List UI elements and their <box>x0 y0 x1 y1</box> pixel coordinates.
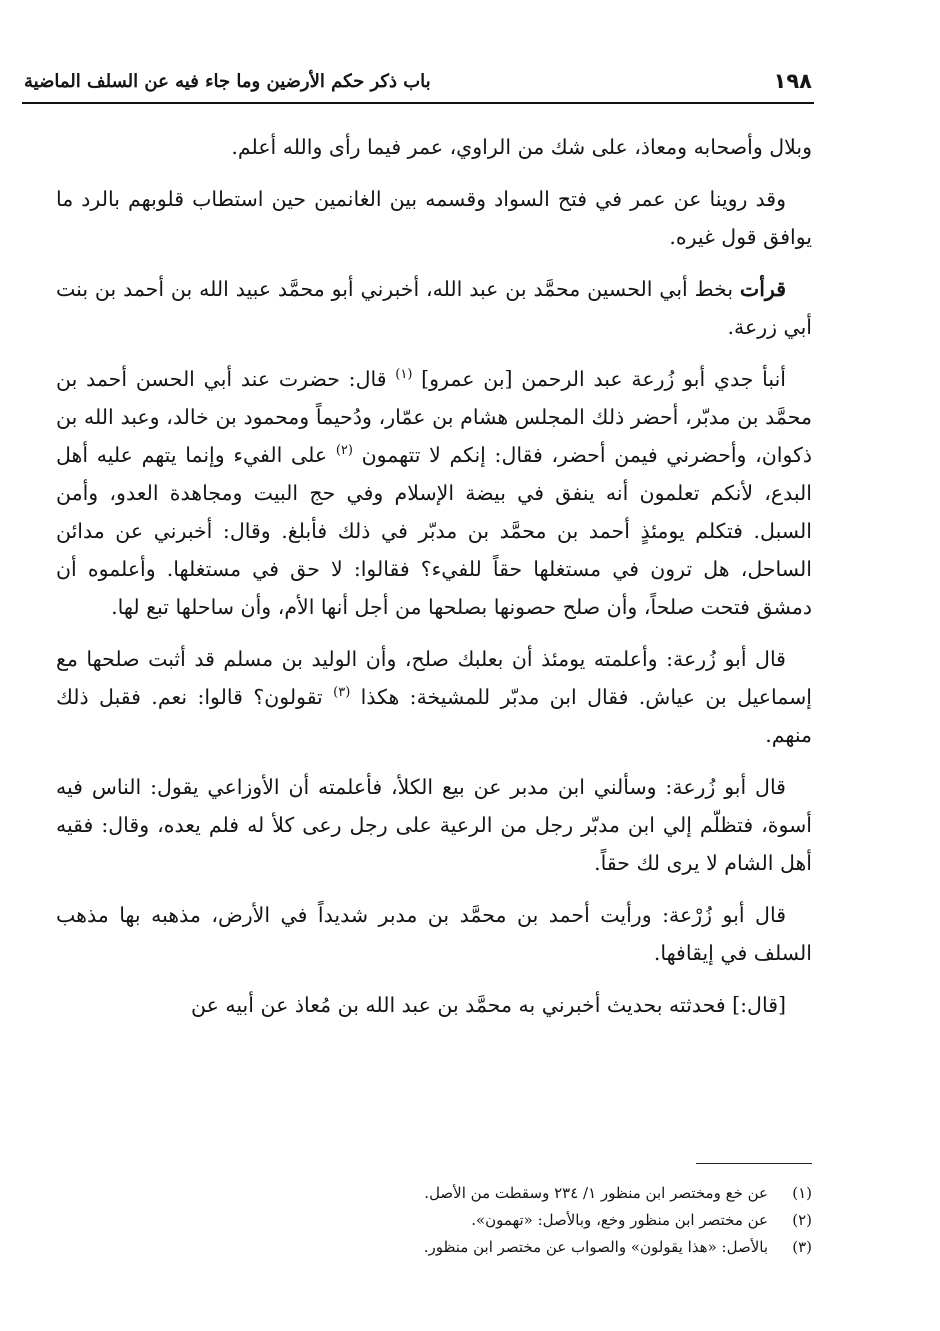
footnote-ref-1[interactable]: (١) <box>395 367 413 383</box>
paragraph-3-text: بخط أبي الحسين محمَّد بن عبد الله، أخبرني أبو محمَّد عبيد الله بن أحمد بن بنت أبي زرعة. <box>56 277 812 339</box>
main-text <box>56 128 812 1038</box>
paragraph-1: وبلال وأصحابه ومعاذ، على شك من الراوي، عمر فيما رأى والله أعلم. <box>231 135 812 159</box>
footnote-item <box>56 1180 812 1207</box>
paragraph-5-text-a: قال أبو زُرعة: وأعلمته يومئذ أن بعلبك صلح، وأن الوليد بن مسلم قد أثبت صلحها مع إسماعيل بن عياش. فقال ابن مدبّر للمشيخة: هكذا <box>56 647 812 709</box>
paragraph-2: وقد روينا عن عمر في فتح السواد وقسمه بين الغانمين حين استطاب قلوبهم بالرد ما يوافق قول غيره. <box>56 187 812 249</box>
paragraph-4-text-c: على الفيء وإنما يتهم عليه أهل البدع، لأنكم تعلمون أنه ينفق في بيضة الإسلام وفي حج البيت ومجاهدة العدو، وأمن السبل. فتكلم يومئذٍ أحمد بن محمَّد بن مدبّر في ذلك فأبلغ. وقال: أخبرني عن مدائن الساحل، هل ترون في مستغلها حقاً للفيء؟ فقالوا: لا حق في مستغلها. وأعلموه أن دمشق فتحت صلحاً، وأن صلح حصونها بصلحها من أجل أنها الأم، وأن ساحلها تبع لها. <box>56 443 812 619</box>
page-header <box>24 62 812 100</box>
footnote-item <box>56 1234 812 1261</box>
paragraph-4-text-a: أنبأ جدي أبو زُرعة عبد الرحمن [بن عمرو] <box>412 367 787 391</box>
paragraph-6: قال أبو زُرعة: وسألني ابن مدبر عن بيع الكلأ، فأعلمته أن الأوزاعي يقول: الناس فيه أسوة، فتظلّم إلي ابن مدبّر رجل من الرعية على رجل رعى كلأ له فلم يعده، وقال: فقيه أهل الشام لا يرى لك حقاً. <box>56 775 812 875</box>
page-number: ١٩٨ <box>773 69 812 93</box>
footnote-number: (٣) <box>792 1238 812 1256</box>
footnote-text: بالأصل: «هذا يقولون» والصواب عن مختصر ابن منظور. <box>423 1238 768 1256</box>
footnote-item <box>56 1207 812 1234</box>
paragraph-4-text-b: قال: حضرت عند أبي الحسن أحمد بن محمَّد بن مدبّر، أحضر ذلك المجلس هشام بن عمّار، ودُحيماً ومحمود بن خالد، وعبد الله بن ذكوان، وأحضرني فيمن أحضر، فقال: إنكم لا تتهمون <box>56 367 812 467</box>
paragraph-8: [قال:] فحدثته بحديث أخبرني به محمَّد بن عبد الله بن مُعاذ عن أبيه عن <box>191 993 786 1017</box>
footnotes <box>56 1180 812 1261</box>
footnote-ref-2[interactable]: (٢) <box>335 443 353 459</box>
footnote-number: (٢) <box>792 1211 812 1229</box>
header-rule <box>22 102 814 104</box>
footnote-text: عن خع ومختصر ابن منظور ١/ ٢٣٤ وسقطت من الأصل. <box>424 1184 768 1202</box>
paragraph-3 <box>56 270 812 346</box>
paragraph-7: قال أبو زُرْعة: ورأيت أحمد بن محمَّد بن مدبر شديداً في الأرض، مذهبه بها مذهب السلف في إيقافها. <box>56 903 812 965</box>
footnote-rule <box>696 1163 812 1164</box>
paragraph-4 <box>56 360 812 626</box>
paragraph-5-text-b: تقولون؟ قالوا: نعم. فقبل ذلك منهم. <box>56 685 812 747</box>
paragraph-3-lead: قرأت <box>739 277 786 301</box>
footnote-number: (١) <box>792 1184 812 1202</box>
footnote-text: عن مختصر ابن منظور وخع، وبالأصل: «تهمون». <box>471 1211 768 1229</box>
footnote-ref-3[interactable]: (٣) <box>333 685 351 701</box>
paragraph-5 <box>56 640 812 754</box>
running-title: باب ذكر حكم الأرضين وما جاء فيه عن السلف الماضية <box>24 70 431 92</box>
